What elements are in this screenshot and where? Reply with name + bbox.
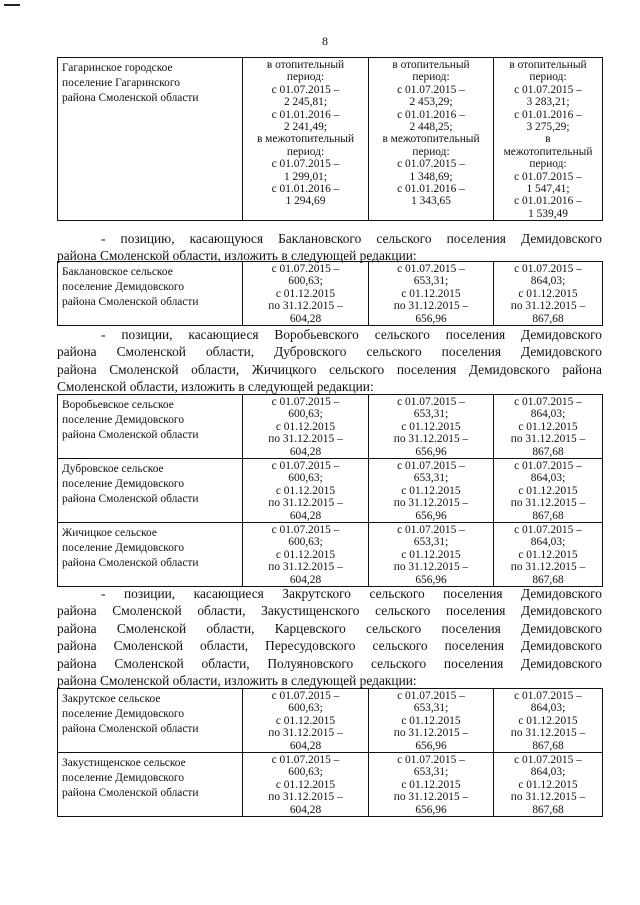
paragraph-baklanovskoe — [57, 230, 602, 265]
tariff-line: с 01.12.2015 — [275, 778, 336, 791]
tariff-line: с 01.07.2015 – — [271, 460, 340, 473]
tariff-line: по 31.12.2015 – — [268, 561, 343, 574]
tariff-line: 600,63; — [288, 536, 323, 549]
tariff-line: с 01.07.2015 – — [271, 83, 340, 96]
table-row — [58, 459, 603, 523]
settlement-name-cell — [58, 395, 243, 459]
tariff-line: 864,03; — [530, 275, 566, 288]
paragraph-line: района Смоленской области, Карцевского сельского поселения Демидовского — [57, 620, 602, 636]
tariff-line: 867,68 — [532, 509, 564, 522]
tariff-line: с 01.07.2015 – — [397, 83, 465, 96]
tariff-line: период: — [529, 71, 567, 84]
tariff-cell — [494, 459, 603, 523]
tariff-line: 864,03; — [530, 472, 566, 485]
settlement-name-line: Закустищенское сельское — [62, 757, 186, 770]
settlement-name-cell — [58, 262, 243, 326]
tariff-line: 600,63; — [288, 472, 323, 485]
tariff-cell — [369, 262, 494, 326]
tariff-line: 1 299,01; — [283, 170, 328, 183]
settlement-name-line: района Смоленской области — [62, 296, 199, 308]
tariff-line: с 01.07.2015 – — [514, 83, 582, 96]
tariff-line: с 01.01.2016 – — [514, 195, 582, 208]
tariff-line: 653,31; — [413, 766, 449, 779]
tariff-cell — [494, 58, 603, 221]
tariff-line: с 01.12.2015 — [275, 420, 336, 433]
tariff-line: 1 547,41; — [526, 183, 570, 196]
tariff-line: 656,96 — [415, 509, 447, 522]
tariff-line: с 01.07.2015 – — [271, 690, 340, 702]
tariff-line: по 31.12.2015 – — [268, 791, 343, 804]
tariff-line: по 31.12.2015 – — [268, 727, 343, 740]
settlement-name-cell — [58, 459, 243, 523]
tariff-line: по 31.12.2015 – — [268, 300, 343, 313]
tariff-line: по 31.12.2015 – — [510, 561, 586, 574]
paragraph-line: района Смоленской области, Жичицкого сельского поселения Демидовского района — [57, 361, 602, 377]
tariff-line: период: — [286, 71, 325, 84]
tariff-line: по 31.12.2015 – — [510, 727, 586, 740]
tariff-line: 653,31; — [413, 408, 449, 421]
tariff-line: с 01.01.2016 – — [271, 183, 340, 196]
tariff-line: 1 294,69 — [285, 195, 326, 208]
tariff-line: 600,63; — [288, 702, 323, 715]
tariff-line: по 31.12.2015 – — [393, 300, 469, 313]
tariff-table-gagarin — [57, 57, 603, 221]
tariff-cell — [243, 753, 369, 817]
tariff-line: с 01.07.2015 – — [271, 263, 340, 275]
table-row — [58, 523, 603, 587]
tariff-line: период: — [412, 145, 450, 158]
tariff-line: по 31.12.2015 – — [393, 497, 469, 510]
tariff-line: в отопительный — [392, 59, 470, 71]
paragraph-line: района Смоленской области, Пересудовского сельского поселения Демидовского — [57, 638, 602, 654]
tariff-line: с 01.07.2015 – — [397, 754, 465, 767]
tariff-line: с 01.12.2015 — [401, 484, 461, 497]
tariff-line: 604,28 — [289, 573, 322, 586]
tariff-line: по 31.12.2015 – — [393, 791, 469, 804]
tariff-line: по 31.12.2015 – — [510, 497, 586, 510]
paragraph-line: района Смоленской области, Закустищенского сельского поселения Демидовского — [57, 603, 602, 619]
tariff-line: 2 241,49; — [283, 121, 328, 134]
table-row — [58, 753, 603, 817]
tariff-line: с 01.07.2015 – — [397, 396, 465, 408]
tariff-line: 864,03; — [530, 536, 566, 549]
tariff-line: по 31.12.2015 – — [268, 433, 343, 446]
tariff-line: с 01.07.2015 – — [397, 690, 465, 702]
tariff-line: 867,68 — [532, 445, 564, 458]
table-row — [58, 262, 603, 326]
tariff-line: 864,03; — [530, 766, 566, 779]
settlement-name-line: района Смоленской области — [62, 723, 199, 735]
tariff-line: с 01.07.2015 – — [514, 690, 582, 702]
tariff-cell — [243, 689, 369, 753]
settlement-name-line: района Смоленской области — [62, 787, 199, 800]
tariff-line: с 01.07.2015 – — [271, 396, 340, 408]
tariff-line: 656,96 — [415, 312, 447, 325]
tariff-cell — [494, 395, 603, 459]
tariff-line: с 01.07.2015 – — [514, 524, 582, 537]
paragraph-line: - позицию, касающуюся Баклановского сельского поселения Демидовского — [101, 231, 602, 246]
tariff-line: по 31.12.2015 – — [268, 497, 343, 510]
tariff-line: период: — [412, 71, 450, 84]
tariff-line: с 01.01.2016 – — [397, 183, 465, 196]
tariff-line: 867,68 — [532, 312, 564, 325]
settlement-name-cell — [58, 689, 243, 753]
tariff-line: в межотопительный — [382, 133, 480, 146]
settlement-name-line: поселение Демидовского — [62, 708, 185, 720]
tariff-line: с 01.12.2015 — [518, 548, 578, 561]
tariff-line: период: — [529, 158, 567, 171]
tariff-line: с 01.01.2016 – — [514, 108, 582, 121]
settlement-name-line: поселение Демидовского — [62, 478, 185, 491]
tariff-line: с 01.12.2015 — [401, 778, 461, 791]
table-row — [58, 689, 603, 753]
tariff-line: 3 283,21; — [526, 96, 570, 109]
tariff-line: 600,63; — [288, 408, 323, 421]
tariff-table-vorobievskoe — [57, 394, 603, 587]
tariff-line: 600,63; — [288, 275, 323, 288]
tariff-line: 653,31; — [413, 536, 449, 549]
tariff-line: 653,31; — [413, 275, 449, 288]
tariff-cell — [243, 395, 369, 459]
tariff-table-baklanovskoe — [57, 261, 603, 326]
tariff-line: с 01.01.2016 – — [271, 108, 340, 121]
tariff-line: по 31.12.2015 – — [393, 727, 469, 740]
tariff-line: с 01.12.2015 — [275, 548, 336, 561]
tariff-line: с 01.07.2015 – — [514, 170, 582, 183]
tariff-cell — [243, 58, 369, 221]
settlement-name-line: поселение Демидовского — [62, 542, 185, 555]
settlement-name-line: района Смоленской области — [62, 429, 199, 441]
paragraph-line: - позиции, касающиеся Закрутского сельского поселения Демидовского — [101, 586, 602, 601]
tariff-line: 867,68 — [532, 739, 564, 752]
paragraph-line: района Смоленской области, Полуяновского сельского поселения Демидовского — [57, 655, 602, 671]
tariff-line: 604,28 — [289, 739, 322, 752]
table-row — [58, 58, 603, 221]
tariff-line: с 01.12.2015 — [275, 484, 336, 497]
tariff-line: с 01.01.2016 – — [397, 108, 465, 121]
tariff-cell — [494, 262, 603, 326]
settlement-name-line: Воробьевское сельское — [62, 399, 174, 411]
tariff-line: с 01.12.2015 — [401, 548, 461, 561]
tariff-line: с 01.07.2015 – — [514, 460, 582, 473]
tariff-table-zakrutskoe — [57, 688, 603, 817]
tariff-line: 604,28 — [289, 312, 322, 325]
tariff-line: в отопительный — [509, 59, 587, 71]
tariff-line: 604,28 — [289, 445, 322, 458]
settlement-name-line: Баклановское сельское — [62, 266, 173, 278]
tariff-line: с 01.07.2015 – — [271, 524, 340, 537]
settlement-name-cell — [58, 753, 243, 817]
tariff-line: с 01.12.2015 — [518, 778, 578, 791]
tariff-line: с 01.12.2015 — [401, 287, 461, 300]
tariff-line: в отопительный — [266, 59, 345, 71]
tariff-line: с 01.07.2015 – — [514, 754, 582, 767]
tariff-cell — [369, 689, 494, 753]
tariff-line: 604,28 — [289, 509, 322, 522]
tariff-cell — [369, 58, 494, 221]
tariff-line: 864,03; — [530, 408, 566, 421]
tariff-line: 1 343,65 — [411, 195, 451, 208]
tariff-line: с 01.07.2015 – — [397, 158, 465, 171]
tariff-line: 2 448,25; — [409, 121, 453, 134]
tariff-line: с 01.12.2015 — [518, 484, 578, 497]
page-number: 8 — [322, 34, 328, 48]
settlement-name-line: Дубровское сельское — [62, 463, 164, 476]
tariff-line: с 01.07.2015 – — [397, 263, 465, 275]
settlement-name-cell — [58, 523, 243, 587]
settlement-name-line: Закрутское сельское — [62, 693, 161, 705]
settlement-name-line: поселение Демидовского — [62, 414, 185, 426]
tariff-cell — [494, 523, 603, 587]
paragraph-vorobievskoe — [57, 326, 602, 396]
tariff-line: 867,68 — [532, 573, 564, 586]
tariff-line: 3 275,29; — [526, 121, 570, 134]
tariff-line: с 01.07.2015 – — [514, 263, 582, 275]
paragraph-line: - позиции, касающиеся Воробьевского сельского поселения Демидовского — [101, 327, 602, 342]
tariff-line: с 01.12.2015 — [401, 714, 461, 727]
settlement-name-line: Гагаринское городское — [62, 62, 173, 74]
tariff-line: с 01.12.2015 — [275, 714, 336, 727]
tariff-line: 653,31; — [413, 702, 449, 715]
scan-mark — [4, 4, 20, 6]
tariff-cell — [369, 753, 494, 817]
tariff-cell — [494, 689, 603, 753]
paragraph-line: Смоленской области, изложить в следующей редакции: — [57, 379, 374, 395]
tariff-line: 604,28 — [289, 803, 322, 816]
tariff-line: с 01.07.2015 – — [397, 524, 465, 537]
tariff-line: 656,96 — [415, 573, 447, 586]
tariff-line: с 01.07.2015 – — [271, 158, 340, 171]
tariff-line: межотопительный — [503, 145, 593, 158]
tariff-line: с 01.12.2015 — [401, 420, 461, 433]
tariff-cell — [369, 395, 494, 459]
tariff-line: 1 348,69; — [409, 170, 453, 183]
tariff-line: 867,68 — [532, 803, 564, 816]
tariff-line: с 01.12.2015 — [518, 714, 578, 727]
settlement-name-line: поселение Демидовского — [62, 281, 185, 293]
tariff-cell — [369, 523, 494, 587]
tariff-line: период: — [286, 145, 325, 158]
tariff-line: с 01.12.2015 — [275, 287, 336, 300]
tariff-line: 1 539,49 — [528, 207, 568, 220]
tariff-cell — [243, 523, 369, 587]
tariff-line: с 01.12.2015 — [518, 420, 578, 433]
tariff-line: по 31.12.2015 – — [510, 791, 586, 804]
tariff-line: 864,03; — [530, 702, 566, 715]
paragraph-zakrutskoe — [57, 585, 602, 689]
tariff-cell — [243, 262, 369, 326]
settlement-name-line: района Смоленской области — [62, 493, 199, 506]
settlement-name-line: поселение Демидовского — [62, 772, 185, 785]
tariff-line: по 31.12.2015 – — [393, 433, 469, 446]
paragraph-line: района Смоленской области, изложить в следующей редакции: — [57, 248, 417, 264]
tariff-line: с 01.12.2015 — [518, 287, 578, 300]
tariff-line: 656,96 — [415, 739, 447, 752]
tariff-line: с 01.07.2015 – — [271, 754, 340, 767]
tariff-cell — [369, 459, 494, 523]
tariff-line: 656,96 — [415, 803, 447, 816]
tariff-line: по 31.12.2015 – — [510, 300, 586, 313]
settlement-name-line: района Смоленской области — [62, 92, 199, 104]
tariff-line: 600,63; — [288, 766, 323, 779]
tariff-line: по 31.12.2015 – — [510, 433, 586, 446]
tariff-line: в — [545, 133, 551, 146]
settlement-name-line: Жичицкое сельское — [62, 527, 157, 540]
settlement-name-line: поселение Гагаринского — [62, 77, 180, 89]
paragraph-line: района Смоленской области, Дубровского сельского поселения Демидовского — [57, 344, 602, 360]
tariff-line: с 01.07.2015 – — [514, 396, 582, 408]
table-row — [58, 395, 603, 459]
tariff-line: в межотопительный — [256, 133, 355, 146]
tariff-line: с 01.07.2015 – — [397, 460, 465, 473]
tariff-line: 2 453,29; — [409, 96, 453, 109]
tariff-cell — [494, 753, 603, 817]
tariff-line: по 31.12.2015 – — [393, 561, 469, 574]
tariff-cell — [243, 459, 369, 523]
tariff-line: 2 245,81; — [283, 96, 328, 109]
paragraph-line: района Смоленской области, изложить в следующей редакции: — [57, 673, 417, 689]
tariff-line: 653,31; — [413, 472, 449, 485]
settlement-name-line: района Смоленской области — [62, 557, 199, 570]
tariff-line: 656,96 — [415, 445, 447, 458]
settlement-name-cell — [58, 58, 243, 221]
